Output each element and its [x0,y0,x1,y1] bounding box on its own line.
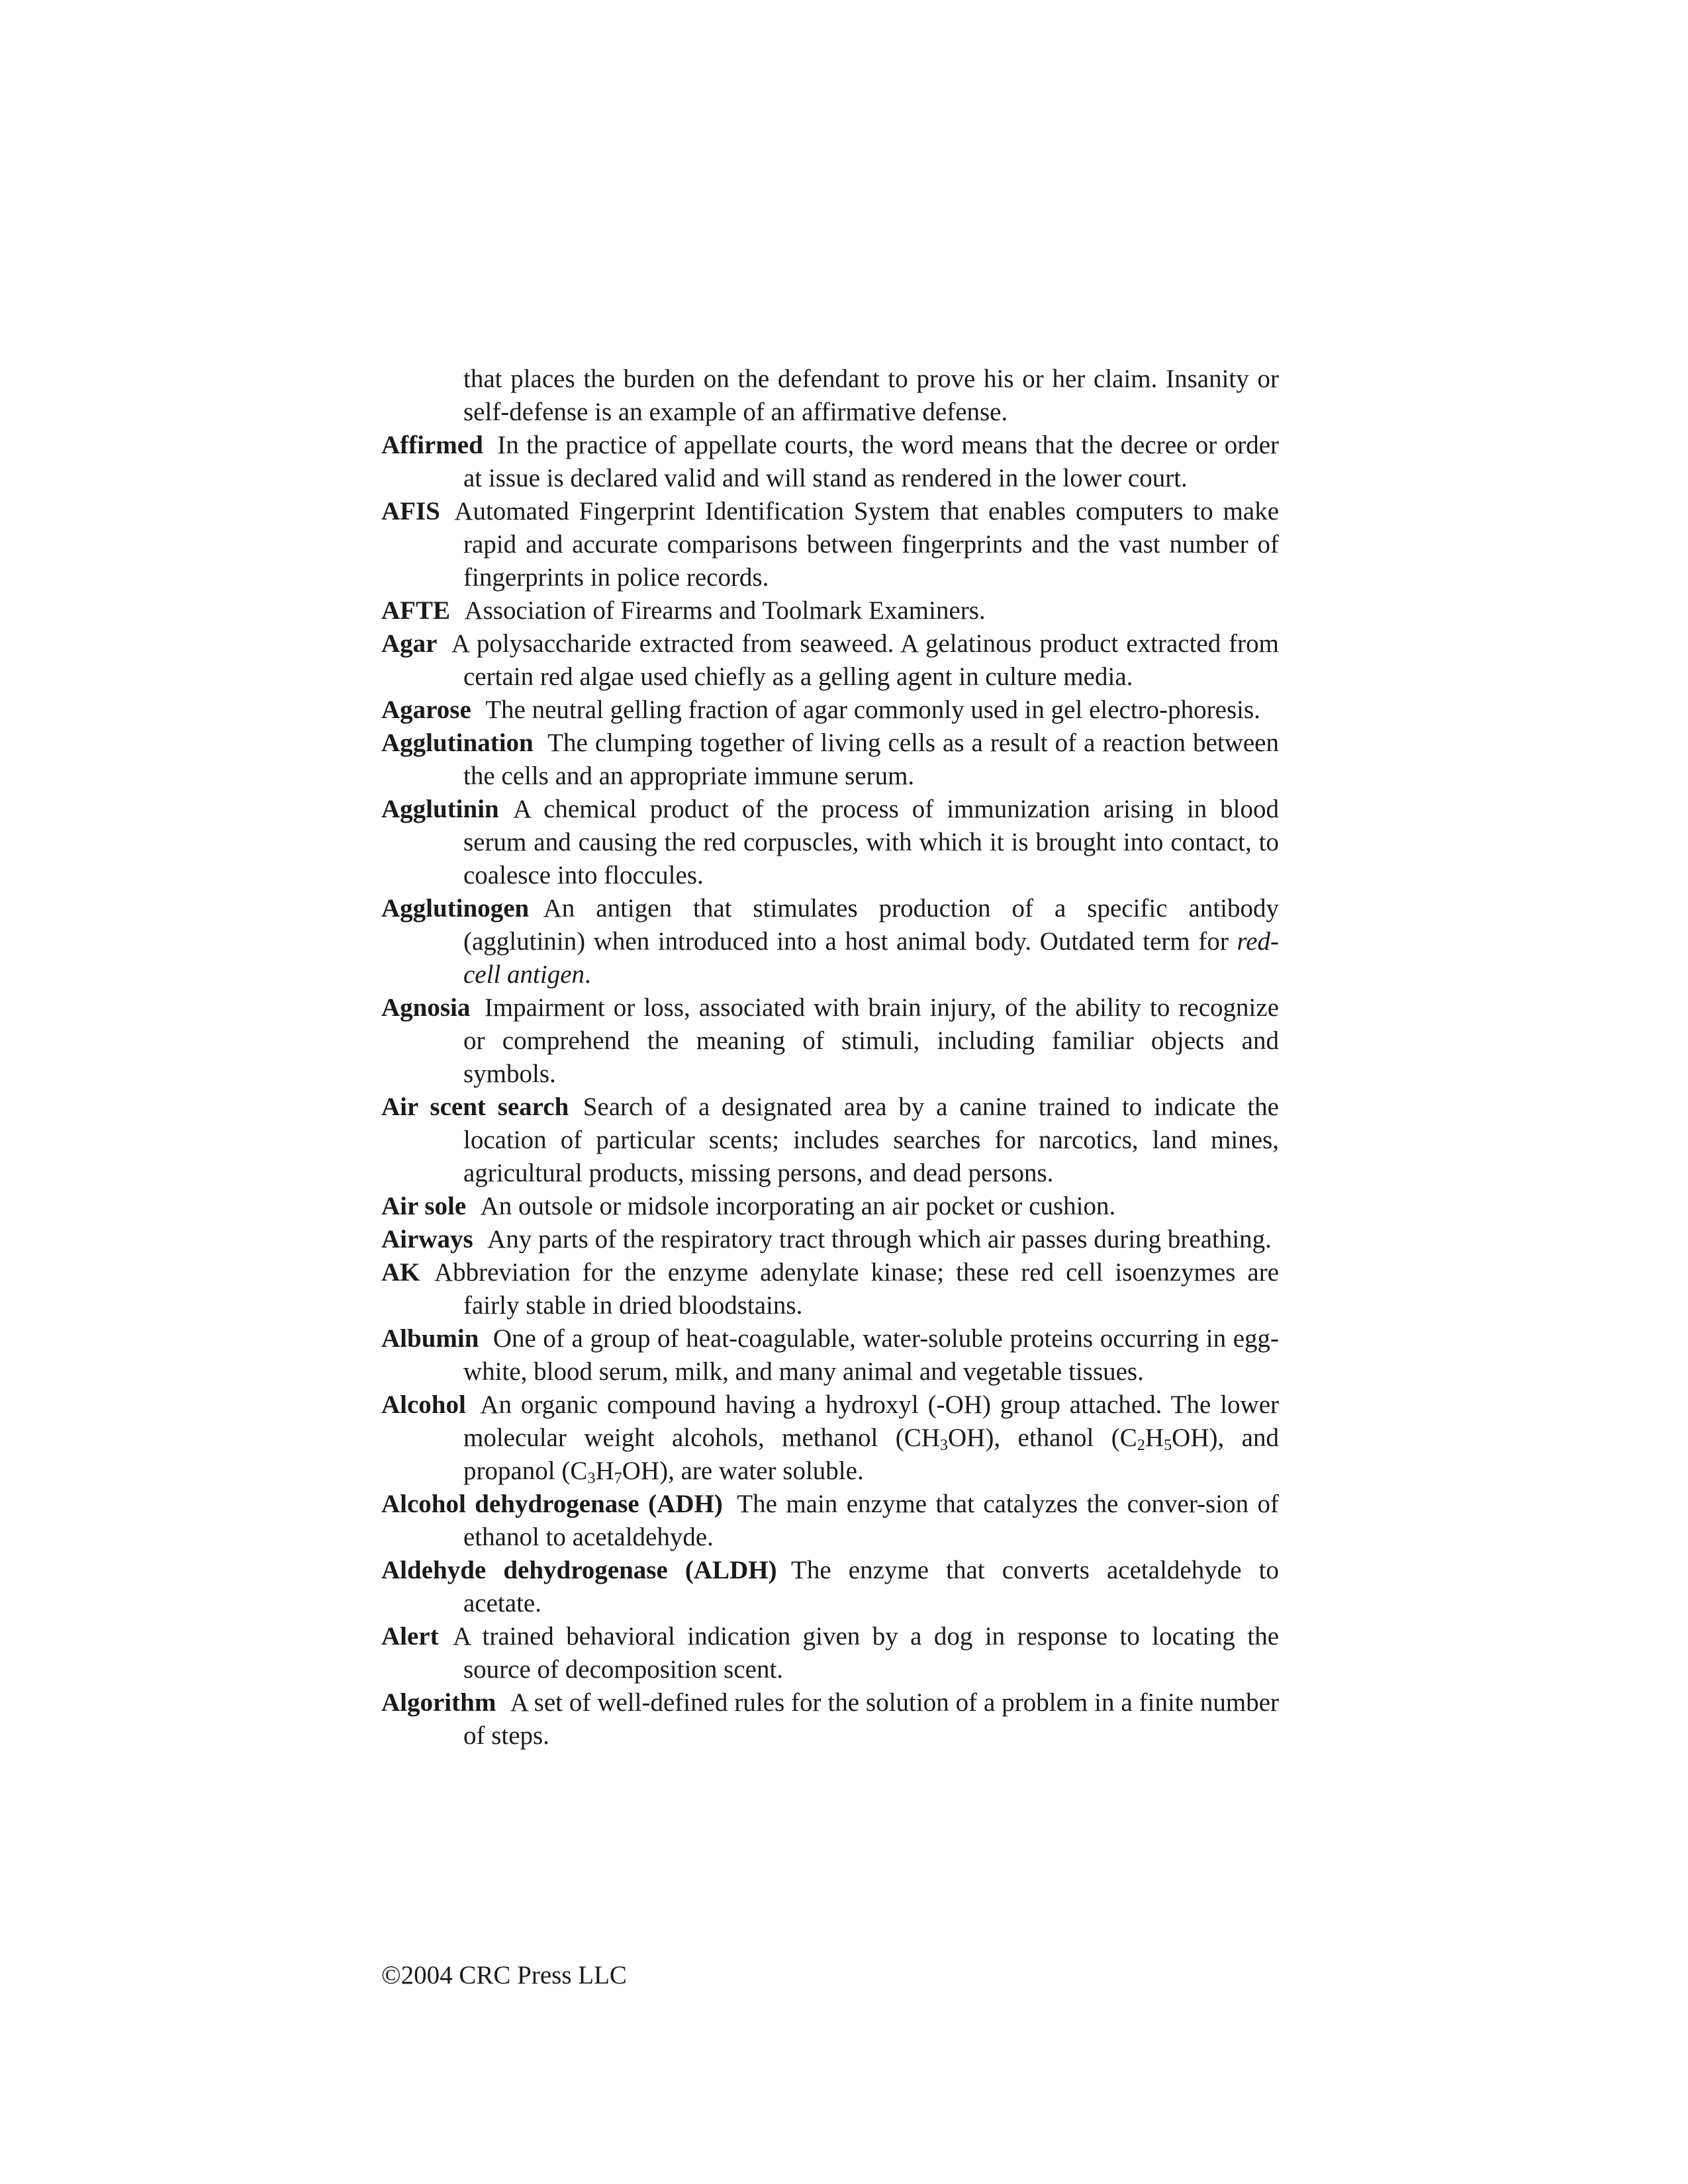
entry-term: Affirmed [381,431,483,459]
entry-definition: OH), ethanol (C [948,1424,1137,1452]
entry-alcohol [381,1388,1279,1488]
entry-definition: A chemical product of the process of immunization arising in blood serum and causing the red corpuscles, with which it is brought into contact, to coalesce into floccules. [463,795,1279,889]
entry-term: Agglutinin [381,795,499,823]
entry-term: AK [381,1258,420,1287]
entry-definition: An outsole or midsole incorporating an air pocket or cushion. [480,1192,1116,1220]
entry-term: Agar [381,629,438,658]
entry-term: Airways [381,1225,473,1253]
subscript: 2 [1137,1436,1145,1455]
entry-definition: The main enzyme that catalyzes the conver-sion of ethanol to acetaldehyde. [463,1490,1279,1551]
entry-term: Alcohol dehydrogenase (ADH) [381,1490,723,1518]
entry-term: Albumin [381,1324,479,1353]
entry-term: Air scent search [381,1093,569,1121]
entry-affirmed [381,429,1279,495]
entry-afis [381,495,1279,594]
entry-term: AFTE [381,596,451,625]
entry-definition: OH), and propanol (C [463,1424,1279,1485]
entry-afte [381,594,1279,627]
subscript: 7 [614,1469,622,1488]
entry-agarose [381,694,1279,727]
entry-definition: Abbreviation for the enzyme adenylate kinase; these red cell isoenzymes are fairly stable in dried bloodstains. [434,1258,1279,1320]
entry-term: Agglutinogen [381,894,530,923]
entry-term: Alcohol [381,1390,466,1419]
entry-definition: An antigen that stimulates production of a specific antibody (agglutinin) when introduced into a host animal body. Outdated term for [463,894,1279,956]
entry-airways [381,1223,1279,1256]
entry-definition: Automated Fingerprint Identification System that enables computers to make rapid and accurate comparisons between fingerprints and the vast number of fingerprints in police records. [454,497,1279,592]
entry-albumin [381,1322,1279,1388]
entry-ak [381,1256,1279,1322]
entry-agglutination [381,727,1279,793]
entry-definition: Impairment or loss, associated with brain injury, of the ability to recognize or comprehend the meaning of stimuli, including familiar objects and symbols. [463,993,1279,1088]
entry-air-sole [381,1190,1279,1223]
entry-term: AFIS [381,497,440,525]
entry-term: Agglutination [381,729,534,757]
entry-definition: H [595,1457,614,1485]
glossary-page [381,363,1279,1752]
entry-term: Air sole [381,1192,467,1220]
entry-term: Algorithm [381,1688,496,1717]
entry-definition: Search of a designated area by a canine trained to indicate the location of particular scents; includes searches for narcotics, land mines, agricultural products, missing persons, and dead persons. [463,1093,1279,1187]
subscript: 5 [1164,1436,1172,1455]
entry-algorithm [381,1686,1279,1752]
entry-alert [381,1620,1279,1686]
entry-aldehyde-dehydrogenase [381,1554,1279,1620]
entry-definition: The clumping together of living cells as a result of a reaction between the cells and an appropriate immune serum. [463,729,1279,790]
entry-term: Agarose [381,696,471,724]
continued-definition [381,363,1279,429]
entry-agglutinin [381,793,1279,892]
entry-definition: One of a group of heat-coagulable, water-soluble proteins occurring in egg-white, blood serum, milk, and many animal and vegetable tissues. [463,1324,1279,1386]
entry-agnosia [381,991,1279,1091]
entry-alcohol-dehydrogenase [381,1488,1279,1554]
subscript: 3 [587,1469,596,1488]
entry-agar [381,627,1279,694]
entry-air-scent-search [381,1091,1279,1190]
entry-term: Agnosia [381,993,471,1022]
entry-definition: The neutral gelling fraction of agar commonly used in gel electro-phoresis. [485,696,1260,724]
entry-term: Alert [381,1622,439,1651]
entry-definition: A polysaccharide extracted from seaweed. A gelatinous product extracted from certain red algae used chiefly as a gelling agent in culture media. [451,629,1279,691]
entry-definition: In the practice of appellate courts, the word means that the decree or order at issue is declared valid and will stand as rendered in the lower court. [463,431,1279,492]
entry-definition: Any parts of the respiratory tract through which air passes during breathing. [487,1225,1272,1253]
entry-definition: H [1145,1424,1164,1452]
entry-definition: The enzyme that converts acetaldehyde to acetate. [463,1556,1279,1617]
entry-definition: An organic compound having a hydroxyl (-OH) group attached. The lower molecular weight alcohols, methanol (CH [463,1390,1279,1452]
entry-definition: A trained behavioral indication given by a dog in response to locating the source of decomposition scent. [453,1622,1279,1684]
entry-definition: A set of well-defined rules for the solution of a problem in a finite number of steps. [463,1688,1279,1750]
entry-definition-italic: red-cell antigen [463,927,1279,989]
entry-definition: Association of Firearms and Toolmark Examiners. [464,596,986,625]
entry-definition: OH), are water soluble. [622,1457,864,1485]
entry-definition-tail: . [585,960,591,989]
copyright-footer: ©2004 CRC Press LLC [381,1961,627,1989]
entry-term: Aldehyde dehydrogenase (ALDH) [381,1556,777,1584]
continued-definition-text: that places the burden on the defendant to prove his or her claim. Insanity or self-defense is an example of an affirmative defense. [463,365,1279,426]
subscript: 3 [939,1436,949,1455]
entry-agglutinogen [381,892,1279,991]
